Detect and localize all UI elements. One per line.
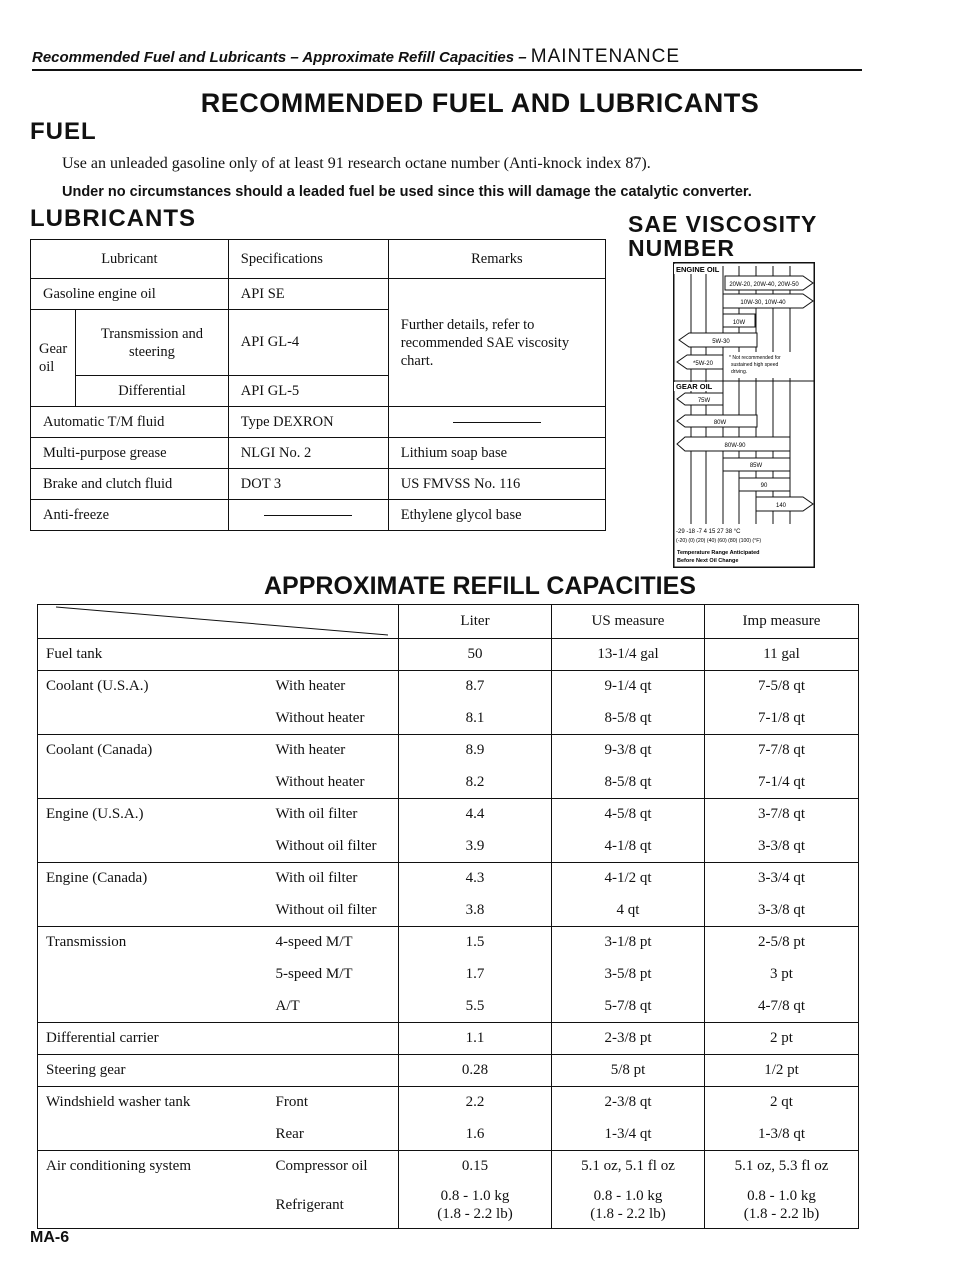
diagonal-line (38, 605, 399, 639)
row-us: 4-1/2 qt (552, 863, 705, 895)
table-row (38, 799, 859, 831)
refill-capacities-table (37, 604, 859, 1229)
row-sub: A/T (268, 991, 399, 1023)
row-us: 9-1/4 qt (552, 671, 705, 703)
engine-grade-5: *5W-20 (693, 361, 713, 367)
spec-engine-oil: API SE (228, 279, 388, 310)
engine-grade-3: 10W (732, 320, 746, 326)
page-number: MA-6 (30, 1229, 70, 1246)
lubricant-engine-oil: Gasoline engine oil (31, 279, 229, 310)
temp-caption-2: Before Next Oil Change (677, 558, 739, 564)
refill-title: APPROXIMATE REFILL CAPACITIES (264, 572, 696, 600)
table-row (38, 639, 859, 671)
row-item: Steering gear (38, 1055, 268, 1087)
row-imp: 7-5/8 qt (705, 671, 859, 703)
row-liter (399, 1183, 552, 1229)
row-us: 8-5/8 qt (552, 767, 705, 799)
row-us: 5-7/8 qt (552, 991, 705, 1023)
table-row (38, 959, 859, 991)
temp-fahrenheit: (-20) (0) (20) (40) (60) (80) (100) (°F) (676, 538, 762, 544)
row-item (38, 703, 268, 735)
row-item: Engine (U.S.A.) (38, 799, 268, 831)
row-liter: 5.5 (399, 991, 552, 1023)
page-title: RECOMMENDED FUEL AND LUBRICANTS (200, 88, 760, 118)
row-us: 4-1/8 qt (552, 831, 705, 863)
temp-celsius: -29 -18 -7 4 15 27 38 °C (676, 529, 741, 535)
header-specifications: Specifications (228, 240, 388, 279)
row-liter: 4.4 (399, 799, 552, 831)
svg-text:driving.: driving. (731, 369, 748, 375)
row-item (38, 895, 268, 927)
remark-brake: US FMVSS No. 116 (388, 469, 605, 500)
row-liter: 4.3 (399, 863, 552, 895)
header-rule (32, 69, 862, 71)
remark-grease: Lithium soap base (388, 438, 605, 469)
row-imp: 1/2 pt (705, 1055, 859, 1087)
fuel-text-1: Use an unleaded gasoline only of at least 91 research octane number (Anti-knock index 87). (62, 155, 651, 172)
row-sub: With heater (268, 671, 399, 703)
row-imp: 2-5/8 pt (705, 927, 859, 959)
row-item (38, 767, 268, 799)
row-us: 4-5/8 qt (552, 799, 705, 831)
row-us (552, 1183, 705, 1229)
row-sub: Front (268, 1087, 399, 1119)
imp-line-2: (1.8 - 2.2 lb) (743, 1206, 820, 1223)
imp-line-1: 0.8 - 1.0 kg (747, 1188, 816, 1205)
gear-grade-1: 75W (697, 398, 711, 404)
row-sub: With oil filter (268, 799, 399, 831)
row-us: 8-5/8 qt (552, 703, 705, 735)
row-us: 13-1/4 gal (552, 639, 705, 671)
gear-grade-2: 80W (713, 420, 727, 426)
gear-grade-4: 85W (749, 463, 763, 469)
row-us: 3-5/8 pt (552, 959, 705, 991)
row-liter: 1.7 (399, 959, 552, 991)
row-us: 5/8 pt (552, 1055, 705, 1087)
row-sub (268, 1023, 399, 1055)
engine-oil-label: ENGINE OIL (676, 265, 720, 274)
spec-atf: Type DEXRON (228, 407, 388, 438)
row-imp: 3-3/8 qt (705, 831, 859, 863)
row-imp: 11 gal (705, 639, 859, 671)
sae-title-text: SAE VISCOSITY NUMBER (628, 211, 817, 261)
spec-differential: API GL-5 (228, 376, 388, 407)
sae-footnote: * Not recommended for (729, 355, 781, 361)
row-imp: 4-7/8 qt (705, 991, 859, 1023)
lubricant-transmission: Transmission and steering (76, 310, 229, 376)
header-blank-diagonal (38, 605, 399, 639)
table-row (38, 1119, 859, 1151)
table-row (38, 1087, 859, 1119)
row-item (38, 959, 268, 991)
dash-line (453, 422, 541, 423)
row-us: 4 qt (552, 895, 705, 927)
row-item (38, 1119, 268, 1151)
table-row (38, 703, 859, 735)
row-imp: 1-3/8 qt (705, 1119, 859, 1151)
table-row (38, 1151, 859, 1183)
row-item: Differential carrier (38, 1023, 268, 1055)
row-sub: Without oil filter (268, 831, 399, 863)
lubricants-table (30, 239, 606, 531)
row-us: 3-1/8 pt (552, 927, 705, 959)
table-row (38, 895, 859, 927)
us-line-2: (1.8 - 2.2 lb) (590, 1206, 666, 1223)
table-row (38, 831, 859, 863)
row-imp: 7-7/8 qt (705, 735, 859, 767)
table-row (38, 927, 859, 959)
row-imp: 3 pt (705, 959, 859, 991)
header-remarks: Remarks (388, 240, 605, 279)
table-row (38, 863, 859, 895)
running-head-section: MAINTENANCE (530, 46, 681, 67)
table-row (38, 1183, 859, 1229)
engine-grade-4: 5W-30 (712, 339, 730, 345)
lubricant-grease: Multi-purpose grease (31, 438, 229, 469)
sae-viscosity-title (628, 212, 858, 260)
table-row (38, 1055, 859, 1087)
row-liter: 8.7 (399, 671, 552, 703)
row-us: 9-3/8 qt (552, 735, 705, 767)
row-liter: 1.1 (399, 1023, 552, 1055)
remark-antifreeze: Ethylene glycol base (388, 500, 605, 531)
row-liter: 2.2 (399, 1087, 552, 1119)
engine-grade-2: 10W-30, 10W-40 (740, 300, 786, 306)
sae-viscosity-chart (673, 262, 815, 568)
row-item: Engine (Canada) (38, 863, 268, 895)
lubricant-brake: Brake and clutch fluid (31, 469, 229, 500)
row-imp (705, 1183, 859, 1229)
spec-antifreeze (228, 500, 388, 531)
remark-atf (388, 407, 605, 438)
liter-line-2: (1.8 - 2.2 lb) (437, 1206, 513, 1223)
table-row (38, 671, 859, 703)
spec-grease: NLGI No. 2 (228, 438, 388, 469)
lubricant-atf: Automatic T/M fluid (31, 407, 229, 438)
row-imp: 7-1/8 qt (705, 703, 859, 735)
row-item: Coolant (Canada) (38, 735, 268, 767)
running-head (32, 46, 862, 68)
row-liter: 1.5 (399, 927, 552, 959)
row-liter: 3.8 (399, 895, 552, 927)
row-sub: 4-speed M/T (268, 927, 399, 959)
table-row (38, 991, 859, 1023)
engine-grade-1: 20W-20, 20W-40, 20W-50 (729, 282, 799, 288)
row-imp: 3-3/4 qt (705, 863, 859, 895)
row-item (38, 1183, 268, 1229)
row-item: Coolant (U.S.A.) (38, 671, 268, 703)
spec-brake: DOT 3 (228, 469, 388, 500)
row-liter: 1.6 (399, 1119, 552, 1151)
header-lubricant: Lubricant (31, 240, 229, 279)
row-liter: 3.9 (399, 831, 552, 863)
us-line-1: 0.8 - 1.0 kg (593, 1188, 663, 1205)
row-sub: Compressor oil (268, 1151, 399, 1183)
row-liter: 8.1 (399, 703, 552, 735)
row-imp: 2 qt (705, 1087, 859, 1119)
row-sub: Refrigerant (268, 1183, 399, 1229)
row-sub: With heater (268, 735, 399, 767)
table-row (38, 767, 859, 799)
table-row (38, 735, 859, 767)
row-item: Transmission (38, 927, 268, 959)
row-us: 1-3/4 qt (552, 1119, 705, 1151)
gear-oil-label: GEAR OIL (676, 382, 713, 391)
fuel-text-2: Under no circumstances should a leaded fuel be used since this will damage the catalytic converter. (62, 184, 752, 200)
lubricant-differential: Differential (76, 376, 229, 407)
row-imp: 7-1/4 qt (705, 767, 859, 799)
header-us: US measure (552, 605, 705, 639)
row-sub: Without oil filter (268, 895, 399, 927)
remark-shared: Further details, refer to recommended SAE viscosity chart. (388, 279, 605, 407)
row-us: 5.1 oz, 5.1 fl oz (552, 1151, 705, 1183)
lubricant-antifreeze: Anti-freeze (31, 500, 229, 531)
temp-caption-1: Temperature Range Anticipated (677, 550, 760, 556)
dash-line (264, 515, 352, 516)
row-liter: 0.15 (399, 1151, 552, 1183)
row-item (38, 991, 268, 1023)
row-imp: 3-3/8 qt (705, 895, 859, 927)
row-sub (268, 639, 399, 671)
row-sub: With oil filter (268, 863, 399, 895)
spec-transmission: API GL-4 (228, 310, 388, 376)
fuel-heading: FUEL (30, 118, 97, 145)
row-imp: 5.1 oz, 5.3 fl oz (705, 1151, 859, 1183)
row-item: Fuel tank (38, 639, 268, 671)
row-item: Air conditioning system (38, 1151, 268, 1183)
row-item (38, 831, 268, 863)
row-liter: 0.28 (399, 1055, 552, 1087)
gear-grade-6: 140 (775, 503, 787, 509)
gear-grade-5: 90 (760, 483, 768, 489)
svg-text:sustained high speed: sustained high speed (731, 362, 779, 368)
row-liter: 50 (399, 639, 552, 671)
lubricant-gear-oil: Gear oil (31, 310, 76, 407)
row-us: 2-3/8 qt (552, 1087, 705, 1119)
liter-line-1: 0.8 - 1.0 kg (440, 1188, 510, 1205)
row-liter: 8.2 (399, 767, 552, 799)
row-imp: 3-7/8 qt (705, 799, 859, 831)
row-us: 2-3/8 pt (552, 1023, 705, 1055)
gear-grade-3: 80W-90 (724, 443, 746, 449)
row-imp: 2 pt (705, 1023, 859, 1055)
row-sub (268, 1055, 399, 1087)
row-sub: 5-speed M/T (268, 959, 399, 991)
running-head-text: Recommended Fuel and Lubricants – Approximate Refill Capacities – (32, 49, 527, 66)
row-item: Windshield washer tank (38, 1087, 268, 1119)
header-liter: Liter (399, 605, 552, 639)
row-liter: 8.9 (399, 735, 552, 767)
row-sub: Without heater (268, 703, 399, 735)
header-imp: Imp measure (705, 605, 859, 639)
row-sub: Without heater (268, 767, 399, 799)
table-row (38, 1023, 859, 1055)
lubricants-heading: LUBRICANTS (30, 205, 196, 232)
row-sub: Rear (268, 1119, 399, 1151)
